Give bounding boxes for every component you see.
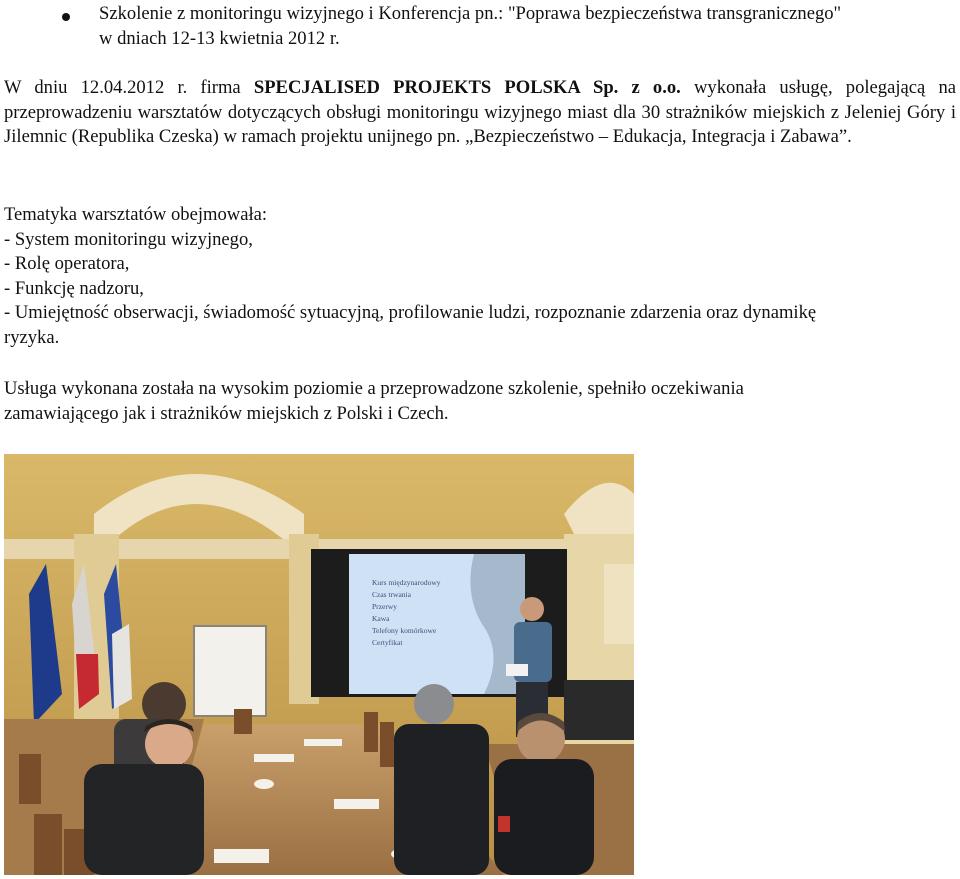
bullet-dot <box>62 13 70 21</box>
workshop-photo <box>4 454 634 875</box>
topics-heading: Tematyka warsztatów obejmowała: <box>4 204 268 225</box>
topic-item: - Umiejętność obserwacji, świadomość sytuacyjną, profilowanie ludzi, rozpoznanie zdarzenia oraz dynamikę <box>4 302 817 323</box>
slide-item: Kurs międzynarodowy <box>372 578 441 587</box>
slide-item: Przerwy <box>372 602 397 611</box>
bullet-item <box>0 2 960 52</box>
slide-item: Telefony komórkowe <box>372 626 437 635</box>
slide-item: Certyfikat <box>372 638 403 647</box>
topic-item: - Funkcję nadzoru, <box>4 277 144 299</box>
topic-item: - Rolę operatora, <box>4 253 130 274</box>
intro-paragraph <box>4 76 956 150</box>
closing-line-2: zamawiającego jak i strażników miejskich z Polski i Czech. <box>4 402 449 424</box>
company-name: SPECJALISED PROJEKTS POLSKA Sp. z o.o. <box>253 77 681 98</box>
intro-rest: wykonała usługę, polegającą na przeprowadzeniu warsztatów dotyczących obsługi monitoringu wizyjnego miast dla 30 strażników miejskich z Jeleniej Góry i Jilemnic (Republika Czeska) w ramach projektu unijnego pn. „Bezpieczeństwo – Edukacja, Integracja i Zabawa”. <box>4 77 956 147</box>
topic-item: ryzyka. <box>4 326 60 348</box>
topic-item: - System monitoringu wizyjnego, <box>4 228 253 250</box>
slide-item: Kawa <box>372 614 390 623</box>
closing-paragraph <box>4 377 956 426</box>
closing-line-1: Usługa wykonana została na wysokim poziomie a przeprowadzone szkolenie, spełniło oczekiwania <box>4 378 744 399</box>
bullet-line-1: Szkolenie z monitoringu wizyjnego i Konferencja pn.: "Poprawa bezpieczeństwa transgranicznego" <box>99 3 842 24</box>
intro-prefix: W dniu 12.04.2012 r. firma <box>4 77 254 98</box>
slide-item: Czas trwania <box>372 590 411 599</box>
bullet-text <box>99 2 949 51</box>
bullet-line-2: w dniach 12-13 kwietnia 2012 r. <box>99 27 340 49</box>
topics-section <box>4 203 956 350</box>
